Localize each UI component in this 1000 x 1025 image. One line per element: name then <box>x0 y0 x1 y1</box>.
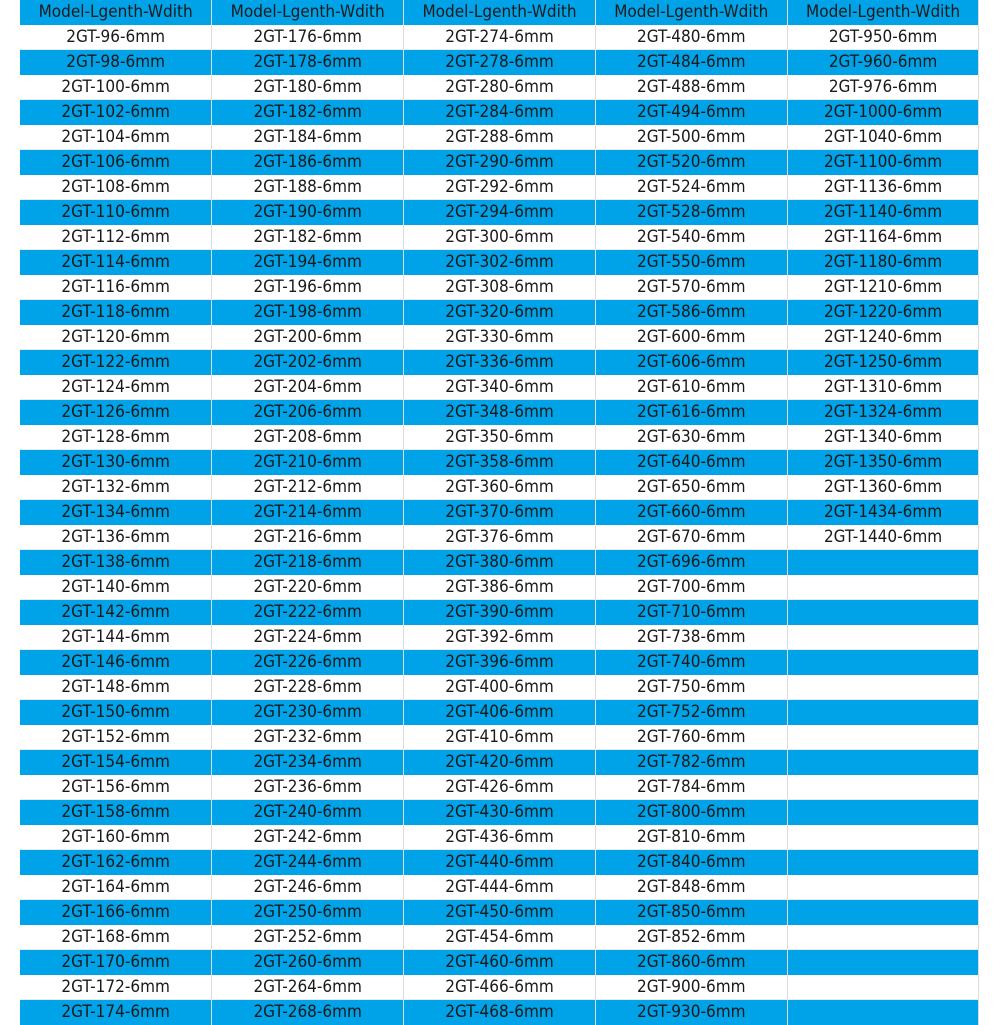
table-cell: 2GT-180-6mm <box>212 75 404 100</box>
table-cell: 2GT-128-6mm <box>20 425 212 450</box>
table-cell: 2GT-400-6mm <box>404 675 596 700</box>
table-cell: 2GT-738-6mm <box>595 625 787 650</box>
table-cell: 2GT-528-6mm <box>595 200 787 225</box>
table-cell: 2GT-930-6mm <box>595 1000 787 1025</box>
table-cell: 2GT-1360-6mm <box>787 475 979 500</box>
table-cell: 2GT-104-6mm <box>20 125 212 150</box>
table-cell: 2GT-616-6mm <box>595 400 787 425</box>
table-cell: 2GT-640-6mm <box>595 450 787 475</box>
table-cell: 2GT-852-6mm <box>595 925 787 950</box>
belt-size-table <box>20 0 979 1025</box>
table-cell <box>787 825 979 850</box>
table-row <box>20 525 979 550</box>
table-cell <box>787 550 979 575</box>
table-cell: 2GT-360-6mm <box>404 475 596 500</box>
table-cell: 2GT-144-6mm <box>20 625 212 650</box>
table-cell: 2GT-96-6mm <box>20 25 212 50</box>
table-row <box>20 325 979 350</box>
table-cell: 2GT-108-6mm <box>20 175 212 200</box>
header-row <box>20 0 979 25</box>
table-cell: 2GT-116-6mm <box>20 275 212 300</box>
column-header: Model-Lgenth-Wdith <box>404 0 596 25</box>
table-cell: 2GT-784-6mm <box>595 775 787 800</box>
table-row <box>20 50 979 75</box>
table-cell: 2GT-600-6mm <box>595 325 787 350</box>
table-cell: 2GT-670-6mm <box>595 525 787 550</box>
table-cell: 2GT-520-6mm <box>595 150 787 175</box>
table-cell: 2GT-420-6mm <box>404 750 596 775</box>
table-cell <box>787 675 979 700</box>
table-cell: 2GT-840-6mm <box>595 850 787 875</box>
table-cell: 2GT-696-6mm <box>595 550 787 575</box>
table-cell: 2GT-782-6mm <box>595 750 787 775</box>
table-cell: 2GT-160-6mm <box>20 825 212 850</box>
table-cell: 2GT-630-6mm <box>595 425 787 450</box>
table-cell: 2GT-130-6mm <box>20 450 212 475</box>
table-row <box>20 975 979 1000</box>
table-cell: 2GT-444-6mm <box>404 875 596 900</box>
table-cell: 2GT-750-6mm <box>595 675 787 700</box>
table-cell: 2GT-168-6mm <box>20 925 212 950</box>
table-cell: 2GT-190-6mm <box>212 200 404 225</box>
table-cell: 2GT-1140-6mm <box>787 200 979 225</box>
table-cell: 2GT-1350-6mm <box>787 450 979 475</box>
table-cell: 2GT-284-6mm <box>404 100 596 125</box>
table-cell <box>787 850 979 875</box>
table-cell: 2GT-436-6mm <box>404 825 596 850</box>
table-cell: 2GT-1310-6mm <box>787 375 979 400</box>
table-cell: 2GT-1040-6mm <box>787 125 979 150</box>
table-cell: 2GT-182-6mm <box>212 100 404 125</box>
table-cell: 2GT-260-6mm <box>212 950 404 975</box>
table-cell: 2GT-950-6mm <box>787 25 979 50</box>
table-cell <box>787 925 979 950</box>
table-cell: 2GT-138-6mm <box>20 550 212 575</box>
table-row <box>20 425 979 450</box>
table-cell: 2GT-1434-6mm <box>787 500 979 525</box>
table-cell: 2GT-386-6mm <box>404 575 596 600</box>
table-cell: 2GT-290-6mm <box>404 150 596 175</box>
table-cell: 2GT-860-6mm <box>595 950 787 975</box>
table-row <box>20 250 979 275</box>
column-header: Model-Lgenth-Wdith <box>20 0 212 25</box>
table-row <box>20 125 979 150</box>
table-cell: 2GT-570-6mm <box>595 275 787 300</box>
table-row <box>20 725 979 750</box>
table-cell: 2GT-484-6mm <box>595 50 787 75</box>
table-cell <box>787 600 979 625</box>
table-cell: 2GT-466-6mm <box>404 975 596 1000</box>
table-cell: 2GT-188-6mm <box>212 175 404 200</box>
table-row <box>20 450 979 475</box>
table-row <box>20 100 979 125</box>
table-cell: 2GT-212-6mm <box>212 475 404 500</box>
table-row <box>20 25 979 50</box>
table-cell: 2GT-246-6mm <box>212 875 404 900</box>
table-cell: 2GT-430-6mm <box>404 800 596 825</box>
table-row <box>20 900 979 925</box>
table-cell: 2GT-1240-6mm <box>787 325 979 350</box>
table-cell: 2GT-524-6mm <box>595 175 787 200</box>
table-cell: 2GT-348-6mm <box>404 400 596 425</box>
table-cell: 2GT-242-6mm <box>212 825 404 850</box>
table-cell: 2GT-1000-6mm <box>787 100 979 125</box>
table-cell: 2GT-162-6mm <box>20 850 212 875</box>
table-cell: 2GT-550-6mm <box>595 250 787 275</box>
table-cell <box>787 775 979 800</box>
table-cell: 2GT-118-6mm <box>20 300 212 325</box>
table-cell: 2GT-156-6mm <box>20 775 212 800</box>
table-cell <box>787 725 979 750</box>
table-cell: 2GT-396-6mm <box>404 650 596 675</box>
table-cell: 2GT-244-6mm <box>212 850 404 875</box>
table-cell: 2GT-900-6mm <box>595 975 787 1000</box>
table-cell: 2GT-194-6mm <box>212 250 404 275</box>
table-cell <box>787 975 979 1000</box>
table-cell: 2GT-294-6mm <box>404 200 596 225</box>
table-cell: 2GT-100-6mm <box>20 75 212 100</box>
table-cell: 2GT-320-6mm <box>404 300 596 325</box>
table-cell: 2GT-198-6mm <box>212 300 404 325</box>
table-cell: 2GT-760-6mm <box>595 725 787 750</box>
table-body <box>20 25 979 1025</box>
table-cell: 2GT-226-6mm <box>212 650 404 675</box>
table-cell: 2GT-172-6mm <box>20 975 212 1000</box>
table-cell: 2GT-152-6mm <box>20 725 212 750</box>
table-cell: 2GT-112-6mm <box>20 225 212 250</box>
table-cell: 2GT-440-6mm <box>404 850 596 875</box>
table-cell: 2GT-308-6mm <box>404 275 596 300</box>
table-cell: 2GT-850-6mm <box>595 900 787 925</box>
table-cell: 2GT-146-6mm <box>20 650 212 675</box>
table-cell: 2GT-752-6mm <box>595 700 787 725</box>
column-header: Model-Lgenth-Wdith <box>595 0 787 25</box>
table-cell: 2GT-136-6mm <box>20 525 212 550</box>
table-cell: 2GT-114-6mm <box>20 250 212 275</box>
table-cell: 2GT-280-6mm <box>404 75 596 100</box>
table-row <box>20 225 979 250</box>
table-cell: 2GT-124-6mm <box>20 375 212 400</box>
table-cell: 2GT-1220-6mm <box>787 300 979 325</box>
table-cell: 2GT-176-6mm <box>212 25 404 50</box>
table-cell: 2GT-250-6mm <box>212 900 404 925</box>
table-row <box>20 925 979 950</box>
table-cell <box>787 800 979 825</box>
table-cell: 2GT-202-6mm <box>212 350 404 375</box>
table-cell: 2GT-606-6mm <box>595 350 787 375</box>
table-cell: 2GT-1210-6mm <box>787 275 979 300</box>
table-cell: 2GT-1180-6mm <box>787 250 979 275</box>
table-cell <box>787 750 979 775</box>
table-cell: 2GT-1164-6mm <box>787 225 979 250</box>
table-cell: 2GT-960-6mm <box>787 50 979 75</box>
table-cell: 2GT-170-6mm <box>20 950 212 975</box>
table-cell: 2GT-216-6mm <box>212 525 404 550</box>
table-cell: 2GT-186-6mm <box>212 150 404 175</box>
table-cell: 2GT-1250-6mm <box>787 350 979 375</box>
table-cell: 2GT-292-6mm <box>404 175 596 200</box>
table-cell: 2GT-494-6mm <box>595 100 787 125</box>
table-cell: 2GT-426-6mm <box>404 775 596 800</box>
table-row <box>20 375 979 400</box>
table-cell: 2GT-210-6mm <box>212 450 404 475</box>
table-cell: 2GT-376-6mm <box>404 525 596 550</box>
table-cell: 2GT-174-6mm <box>20 1000 212 1025</box>
table-cell: 2GT-380-6mm <box>404 550 596 575</box>
table-cell <box>787 575 979 600</box>
table-cell: 2GT-610-6mm <box>595 375 787 400</box>
table-cell: 2GT-110-6mm <box>20 200 212 225</box>
table-cell: 2GT-454-6mm <box>404 925 596 950</box>
table-cell: 2GT-288-6mm <box>404 125 596 150</box>
table-cell: 2GT-392-6mm <box>404 625 596 650</box>
table-cell: 2GT-1324-6mm <box>787 400 979 425</box>
table-cell: 2GT-480-6mm <box>595 25 787 50</box>
table-row <box>20 550 979 575</box>
table-cell: 2GT-98-6mm <box>20 50 212 75</box>
table-cell: 2GT-264-6mm <box>212 975 404 1000</box>
table-cell <box>787 625 979 650</box>
table-cell: 2GT-228-6mm <box>212 675 404 700</box>
table-cell: 2GT-278-6mm <box>404 50 596 75</box>
table-cell: 2GT-164-6mm <box>20 875 212 900</box>
column-header: Model-Lgenth-Wdith <box>787 0 979 25</box>
table-cell: 2GT-586-6mm <box>595 300 787 325</box>
table-row <box>20 675 979 700</box>
table-cell: 2GT-350-6mm <box>404 425 596 450</box>
table-cell: 2GT-540-6mm <box>595 225 787 250</box>
table-cell: 2GT-214-6mm <box>212 500 404 525</box>
table-cell: 2GT-302-6mm <box>404 250 596 275</box>
table-cell: 2GT-488-6mm <box>595 75 787 100</box>
table-cell: 2GT-330-6mm <box>404 325 596 350</box>
table-row <box>20 800 979 825</box>
table-cell: 2GT-134-6mm <box>20 500 212 525</box>
table-row <box>20 875 979 900</box>
table-cell: 2GT-1100-6mm <box>787 150 979 175</box>
table-cell: 2GT-460-6mm <box>404 950 596 975</box>
table-row <box>20 500 979 525</box>
table-cell: 2GT-178-6mm <box>212 50 404 75</box>
table-cell: 2GT-370-6mm <box>404 500 596 525</box>
table-cell <box>787 700 979 725</box>
table-cell: 2GT-206-6mm <box>212 400 404 425</box>
table-cell: 2GT-234-6mm <box>212 750 404 775</box>
table-row <box>20 700 979 725</box>
table-cell: 2GT-200-6mm <box>212 325 404 350</box>
table-cell: 2GT-232-6mm <box>212 725 404 750</box>
table-row <box>20 150 979 175</box>
table-cell: 2GT-196-6mm <box>212 275 404 300</box>
table-cell: 2GT-274-6mm <box>404 25 596 50</box>
table-cell: 2GT-102-6mm <box>20 100 212 125</box>
table-cell: 2GT-150-6mm <box>20 700 212 725</box>
table-cell: 2GT-240-6mm <box>212 800 404 825</box>
table-row <box>20 175 979 200</box>
table-row <box>20 350 979 375</box>
column-header: Model-Lgenth-Wdith <box>212 0 404 25</box>
table-cell: 2GT-184-6mm <box>212 125 404 150</box>
table-cell: 2GT-222-6mm <box>212 600 404 625</box>
table-cell <box>787 1000 979 1025</box>
table-cell: 2GT-120-6mm <box>20 325 212 350</box>
table-row <box>20 1000 979 1025</box>
table-cell: 2GT-810-6mm <box>595 825 787 850</box>
table-cell: 2GT-208-6mm <box>212 425 404 450</box>
table-row <box>20 625 979 650</box>
table-cell <box>787 900 979 925</box>
table-row <box>20 300 979 325</box>
table-cell: 2GT-230-6mm <box>212 700 404 725</box>
table-cell: 2GT-148-6mm <box>20 675 212 700</box>
table-cell <box>787 650 979 675</box>
table-cell <box>787 950 979 975</box>
table-cell: 2GT-410-6mm <box>404 725 596 750</box>
table-cell: 2GT-710-6mm <box>595 600 787 625</box>
table-cell: 2GT-182-6mm <box>212 225 404 250</box>
table-row <box>20 775 979 800</box>
table-cell: 2GT-218-6mm <box>212 550 404 575</box>
table-cell: 2GT-340-6mm <box>404 375 596 400</box>
table-cell: 2GT-140-6mm <box>20 575 212 600</box>
table-cell: 2GT-236-6mm <box>212 775 404 800</box>
table-row <box>20 650 979 675</box>
table-cell: 2GT-122-6mm <box>20 350 212 375</box>
table-cell: 2GT-268-6mm <box>212 1000 404 1025</box>
table-cell: 2GT-1340-6mm <box>787 425 979 450</box>
table-row <box>20 475 979 500</box>
table-cell: 2GT-336-6mm <box>404 350 596 375</box>
table-cell: 2GT-252-6mm <box>212 925 404 950</box>
table-cell: 2GT-126-6mm <box>20 400 212 425</box>
table-cell: 2GT-406-6mm <box>404 700 596 725</box>
table-row <box>20 850 979 875</box>
table-row <box>20 600 979 625</box>
table-row <box>20 275 979 300</box>
table-cell: 2GT-468-6mm <box>404 1000 596 1025</box>
table-cell: 2GT-500-6mm <box>595 125 787 150</box>
table-cell: 2GT-142-6mm <box>20 600 212 625</box>
table-row <box>20 950 979 975</box>
table-cell: 2GT-224-6mm <box>212 625 404 650</box>
table-row <box>20 75 979 100</box>
table-cell <box>787 875 979 900</box>
table-row <box>20 400 979 425</box>
table-row <box>20 200 979 225</box>
table-cell: 2GT-800-6mm <box>595 800 787 825</box>
table-cell: 2GT-204-6mm <box>212 375 404 400</box>
table-cell: 2GT-976-6mm <box>787 75 979 100</box>
table-cell: 2GT-106-6mm <box>20 150 212 175</box>
table-cell: 2GT-390-6mm <box>404 600 596 625</box>
table-cell: 2GT-1440-6mm <box>787 525 979 550</box>
table-cell: 2GT-1136-6mm <box>787 175 979 200</box>
table-row <box>20 750 979 775</box>
table-cell: 2GT-848-6mm <box>595 875 787 900</box>
table-cell: 2GT-450-6mm <box>404 900 596 925</box>
table-cell: 2GT-158-6mm <box>20 800 212 825</box>
table-row <box>20 575 979 600</box>
table-cell: 2GT-220-6mm <box>212 575 404 600</box>
table-cell: 2GT-660-6mm <box>595 500 787 525</box>
table-cell: 2GT-358-6mm <box>404 450 596 475</box>
table-cell: 2GT-740-6mm <box>595 650 787 675</box>
table-cell: 2GT-700-6mm <box>595 575 787 600</box>
table-cell: 2GT-300-6mm <box>404 225 596 250</box>
table-row <box>20 825 979 850</box>
table-cell: 2GT-154-6mm <box>20 750 212 775</box>
table-cell: 2GT-650-6mm <box>595 475 787 500</box>
table-cell: 2GT-166-6mm <box>20 900 212 925</box>
table-cell: 2GT-132-6mm <box>20 475 212 500</box>
